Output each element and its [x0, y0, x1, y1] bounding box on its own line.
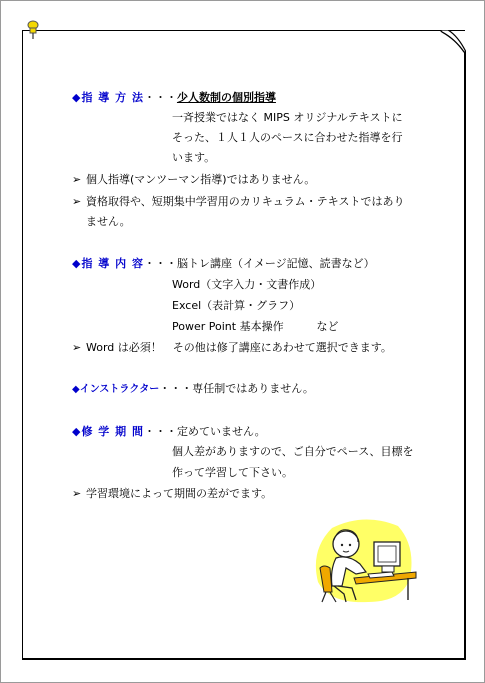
method-bullet-2: [72, 195, 404, 209]
method-dots: ・・・: [143, 91, 177, 104]
instructor-heading: ◆インストラクター: [72, 384, 160, 395]
bullet-icon: ➢: [72, 173, 82, 186]
content-heading: ◆指 導 内 容: [72, 257, 144, 270]
student-at-computer-illustration: [312, 516, 418, 606]
method-desc-3: います。: [172, 151, 216, 164]
instructor-value: 専任制ではありません。: [192, 382, 314, 395]
bullet-icon: ➢: [72, 195, 82, 208]
period-desc-2: 作って学習して下さい。: [172, 466, 293, 479]
period-desc-1: 個人差がありますので、ご自分でペース、目標を: [172, 445, 414, 458]
instructor-dots: ・・・: [159, 382, 193, 395]
instructor-row: [72, 382, 314, 397]
method-bullet-2-cont: ません。: [86, 215, 131, 228]
method-heading: ◆指 導 方 法: [72, 91, 144, 104]
method-value: 少人数制の個別指導: [176, 91, 276, 104]
paper-edge-bottom: [22, 658, 466, 660]
period-value: 定めていません。: [176, 425, 266, 438]
period-bullet: [72, 487, 272, 501]
content-item-4: Power Point 基本操作 など: [172, 320, 339, 333]
content-item-3: Excel（表計算・グラフ）: [172, 299, 301, 312]
content-row: [72, 257, 375, 271]
bullet-icon: ➢: [72, 487, 82, 500]
content-item-2: Word（文字入力・文書作成）: [172, 278, 322, 291]
content-item-1: 脳トレ講座（イメージ記憶、読書など）: [176, 257, 375, 270]
page-curl-icon: [440, 30, 466, 54]
period-row: [72, 425, 266, 439]
bullet-icon: ➢: [72, 341, 82, 354]
content-dots: ・・・: [143, 257, 177, 270]
method-desc-2: そった、１人１人のペースに合わせた指導を行: [172, 131, 403, 144]
method-bullet-2-text: 資格取得や、短期集中学習用のカリキュラム・テキストではあり: [86, 195, 405, 208]
pushpin-icon: [26, 20, 40, 40]
method-bullet-1-text: 個人指導(マンツーマン指導)ではありません。: [86, 173, 316, 186]
method-bullet-1: [72, 173, 315, 187]
method-desc-1: 一斉授業ではなく MIPS オリジナルテキストに: [172, 111, 403, 124]
method-row: [72, 91, 276, 105]
period-dots: ・・・: [143, 425, 177, 438]
content-bullet: [72, 341, 392, 355]
period-heading: ◆修 学 期 間: [72, 425, 144, 438]
period-bullet-text: 学習環境によって期間の差がでます。: [86, 487, 273, 500]
content-bullet-text: Word は必須！ その他は修了講座にあわせて選択できます。: [86, 341, 392, 354]
paper-edge-right: [464, 52, 466, 659]
